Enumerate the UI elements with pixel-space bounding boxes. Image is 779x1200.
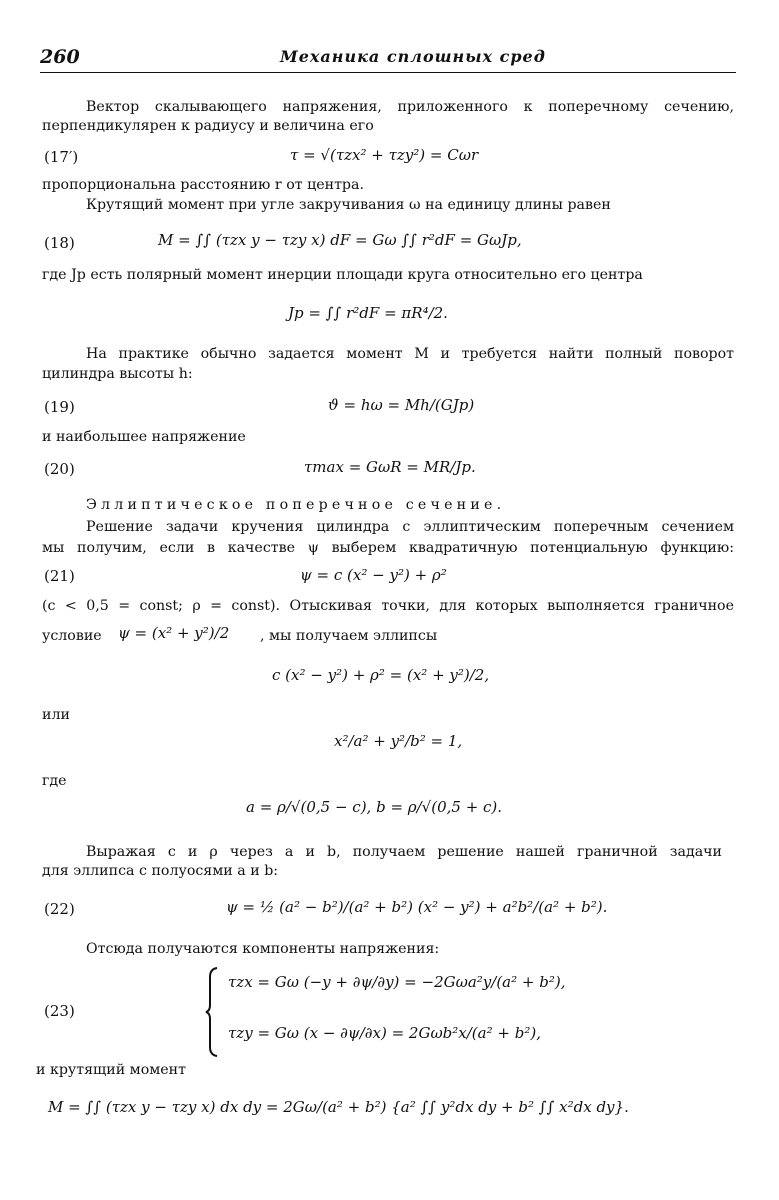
page-header <box>40 44 736 74</box>
equation-label: (21) <box>44 567 75 585</box>
running-title: Механика сплошных сред <box>280 47 546 66</box>
equation-label: (18) <box>44 234 75 252</box>
equation-label: (22) <box>44 900 75 918</box>
equation-18: M = ∫∫ (τzx y − τzy x) dF = Gω ∫∫ r²dF = GωJp, <box>158 231 522 249</box>
paragraph-line: и наибольшее напряжение <box>42 429 246 445</box>
equation-22: ψ = ½ (a² − b²)/(a² + b²) (x² − y²) + a²b²/(a² + b²). <box>226 898 608 916</box>
equation-ellipse: c (x² − y²) + ρ² = (x² + y²)/2, <box>272 666 490 684</box>
equation-label: (20) <box>44 460 75 478</box>
paragraph-line: пропорциональна расстоянию r от центра. <box>42 177 364 193</box>
header-rule <box>40 72 736 73</box>
equation-label: (19) <box>44 398 75 416</box>
boundary-condition: ψ = (x² + y²)/2 <box>118 624 230 642</box>
equation-17: τ = √(τzx² + τzy²) = Cωr <box>290 146 479 164</box>
equation-polar-moment: Jp = ∫∫ r²dF = πR⁴/2. <box>288 304 448 322</box>
paragraph-line: мы получим, если в качестве ψ выберем квадратичную потенциальную функцию: <box>42 540 734 556</box>
paragraph-line: Вектор скалывающего напряжения, приложенного к поперечному сечению, <box>86 99 734 115</box>
paragraph-line: где Jp есть полярный момент инерции площади круга относительно его центра <box>42 267 643 283</box>
equation-ellipse-canonical: x²/a² + y²/b² = 1, <box>334 732 463 750</box>
paragraph-line: Выражая c и ρ через a и b, получаем решение нашей граничной задачи <box>86 844 722 860</box>
equation-label: (17′) <box>44 148 79 166</box>
equation-19: ϑ = hω = Mh/(GJp) <box>328 396 475 414</box>
paragraph-line-start: условие <box>42 628 102 644</box>
paragraph-line: для эллипса с полуосями a и b: <box>42 863 279 879</box>
paragraph-line-end: , мы получаем эллипсы <box>260 628 438 644</box>
section-title: Эллиптическое поперечное сечение. <box>86 497 506 513</box>
paragraph-line: Крутящий момент при угле закручивания ω на единицу длины равен <box>86 197 611 213</box>
paragraph-line: Отсюда получаются компоненты напряжения: <box>86 941 440 957</box>
paragraph-line: Решение задачи кручения цилиндра с эллиптическим поперечным сечением <box>86 519 734 535</box>
system-brace <box>205 967 219 1057</box>
paragraph-line: (c < 0,5 = const; ρ = const). Отыскивая точки, для которых выполняется граничное <box>42 598 734 614</box>
equation-torque: M = ∫∫ (τzx y − τzy x) dx dy = 2Gω/(a² + b²) {a² ∫∫ y²dx dy + b² ∫∫ x²dx dy}. <box>48 1098 629 1116</box>
paragraph-line: цилиндра высоты h: <box>42 366 193 382</box>
equation-semi-axes: a = ρ/√(0,5 − c), b = ρ/√(0,5 + c). <box>246 798 503 816</box>
paragraph-line: и крутящий момент <box>36 1062 186 1078</box>
equation-label: (23) <box>44 1002 75 1020</box>
equation-23-line2: τzy = Gω (x − ∂ψ/∂x) = 2Gωb²x/(a² + b²), <box>228 1024 541 1042</box>
page-number: 260 <box>40 46 80 68</box>
equation-20: τmax = GωR = MR/Jp. <box>304 458 476 476</box>
word-gde: где <box>42 773 67 789</box>
equation-21: ψ = c (x² − y²) + ρ² <box>300 566 447 584</box>
paragraph-line: перпендикулярен к радиусу и величина его <box>42 118 374 134</box>
equation-23-line1: τzx = Gω (−y + ∂ψ/∂y) = −2Gωa²y/(a² + b²), <box>228 973 566 991</box>
word-ili: или <box>42 707 70 723</box>
paragraph-line: На практике обычно задается момент M и требуется найти полный поворот <box>86 346 734 362</box>
